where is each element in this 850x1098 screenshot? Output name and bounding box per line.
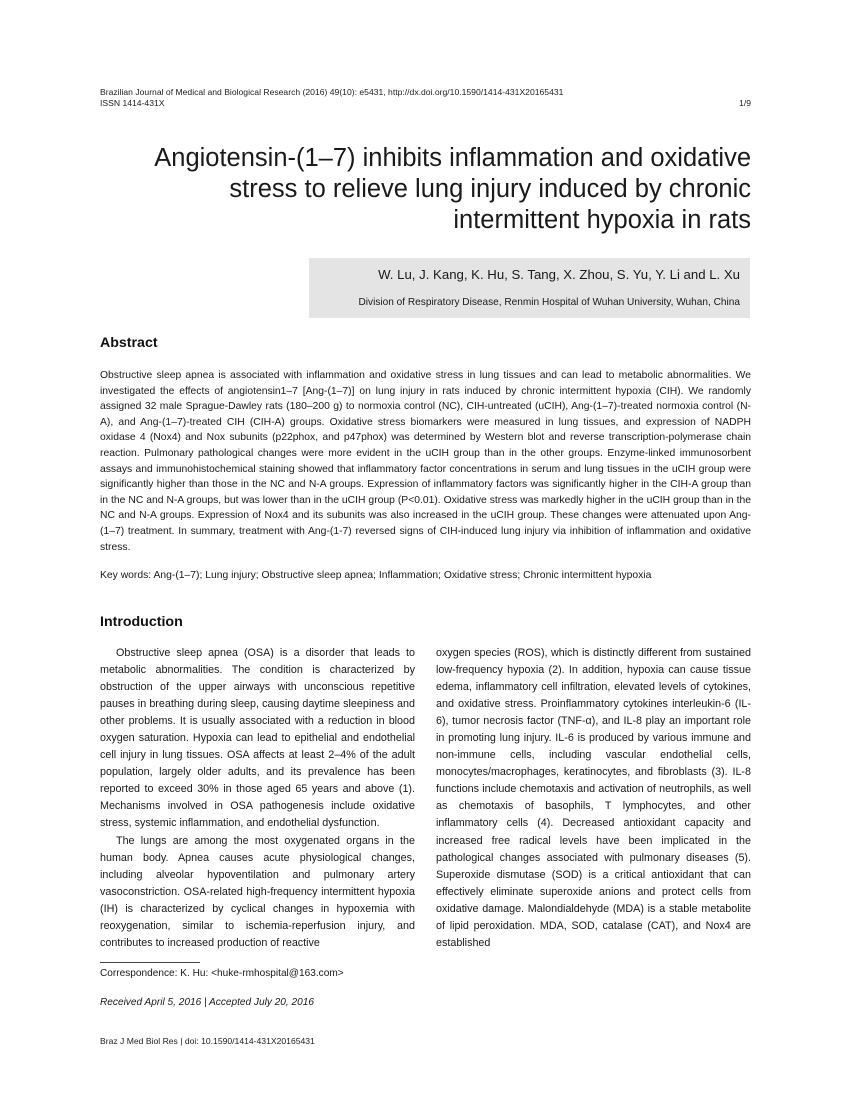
page-footer: Braz J Med Biol Res | doi: 10.1590/1414-431X20165431 [100,1036,315,1046]
keywords: Key words: Ang-(1–7); Lung injury; Obstructive sleep apnea; Inflammation; Oxidative stress; Chronic intermittent hypoxia [100,570,652,581]
article-title [91,143,751,236]
introduction-heading: Introduction [100,614,183,630]
page-number: 1/9 [739,98,751,108]
intro-paragraph-1: Obstructive sleep apnea (OSA) is a disorder that leads to metabolic abnormalities. The condition is characterized by obstruction of the upper airways with unconscious repetitive pauses in breathing during sleep, causing daytime sleepiness and other problems. It is usually associated with a reduction in blood oxygen saturation. Hypoxia can lead to epithelial and endothelial cell injury in lung tissues. OSA affects at least 2–4% of the adult population, largely older adults, and its prevalence has been reported to exceed 30% in those aged 65 years and above (1). Mechanisms involved in OSA pathogenesis include oxidative stress, systemic inflammation, and endothelial dysfunction. [100,647,415,830]
affiliation: Division of Respiratory Disease, Renmin Hospital of Wuhan University, Wuhan, China [358,297,740,308]
intro-paragraph-2-continued: oxygen species (ROS), which is distinctly different from sustained low-frequency hypoxia (2). In addition, hypoxia can cause tissue edema, inflammatory cell infiltration, elevated levels of cytokines, and oxidative stress. Proinflammatory cytokines interleukin-6 (IL-6), tumor necrosis factor (TNF-α), and IL-8 play an important role in promoting lung injury. IL-6 is produced by various immune and non-immune cells, including vascular endothelial cells, monocytes/macrophages, keratinocytes, and fibroblasts (3). IL-8 functions include chemotaxis and activation of neutrophils, as well as chemotaxis of basophils, T lymphocytes, and other inflammatory cells (4). Decreased antioxidant capacity and increased free radical levels have been implicated in the pathological changes associated with pulmonary diseases (5). Superoxide dismutase (SOD) is a critical antioxidant that can effectively eliminate superoxide anions and protect cells from oxidative damage. Malondialdehyde (MDA) is a stable metabolite of lipid peroxidation. MDA, SOD, catalase (CAT), and Nox4 are established [436,647,751,949]
issn: ISSN 1414-431X [100,98,165,108]
title-line-3: intermittent hypoxia in rats [453,206,751,234]
intro-paragraph-2: The lungs are among the most oxygenated organs in the human body. Apnea causes acute physiological changes, including alveolar hypoventilation and pulmonary artery vasoconstriction. OSA-related high-frequency intermittent hypoxia (IH) is characterized by cyclical changes in hypoxemia with reoxygenation, similar to ischemia-reperfusion injury, and contributes to increased production of reactive [100,834,415,949]
right-column [436,645,751,952]
correspondence: Correspondence: K. Hu: <huke-rmhospital@163.com> [100,968,344,979]
title-line-1: Angiotensin-(1–7) inhibits inflammation and oxidative [154,144,751,172]
authors: W. Lu, J. Kang, K. Hu, S. Tang, X. Zhou, S. Yu, Y. Li and L. Xu [378,267,740,282]
received-accepted-dates: Received April 5, 2016 | Accepted July 20, 2016 [100,997,314,1008]
left-column [100,645,415,952]
abstract-heading: Abstract [100,335,158,351]
abstract-text: Obstructive sleep apnea is associated with inflammation and oxidative stress in lung tissues and can lead to metabolic abnormalities. We investigated the effects of angiotensin1–7 [Ang-(1–7)] on lung injury in rats induced by chronic intermittent hypoxia (CIH). We randomly assigned 32 male Sprague-Dawley rats (180–200 g) to normoxia control (NC), CIH-untreated (uCIH), Ang-(1–7)-treated normoxia control (N-A), and Ang-(1–7)-treated CIH (CIH-A) groups. Oxidative stress biomarkers were measured in lung tissues, and expression of NADPH oxidase 4 (Nox4) and Nox subunits (p22phox, and p47phox) was determined by Western blot and reverse transcription-polymerase chain reaction. Pulmonary pathological changes were more evident in the uCIH group than in the other groups. Enzyme-linked immunosorbent assays and immunohistochemical staining showed that inflammatory factor concentrations in serum and lung tissues in the uCIH group were significantly higher than those in the NC and N-A groups. Expression of inflammatory factors was significantly higher in the CIH-A group than in the NC and N-A groups, but was lower than in the uCIH group (P<0.01). Oxidative stress was markedly higher in the uCIH group than in the NC and N-A groups. Expression of Nox4 and its subunits was also increased in the uCIH group. These changes were attenuated upon Ang-(1–7) treatment. In summary, treatment with Ang-(1-7) reversed signs of CIH-induced lung injury via inhibition of inflammation and oxidative stress. [100,370,751,553]
footnote-divider [100,962,200,963]
journal-citation: Brazilian Journal of Medical and Biological Research (2016) 49(10): e5431, http://dx.doi.org/10.1590/1414-431X20165431 [100,87,564,97]
title-line-2: stress to relieve lung injury induced by chronic [229,175,751,203]
